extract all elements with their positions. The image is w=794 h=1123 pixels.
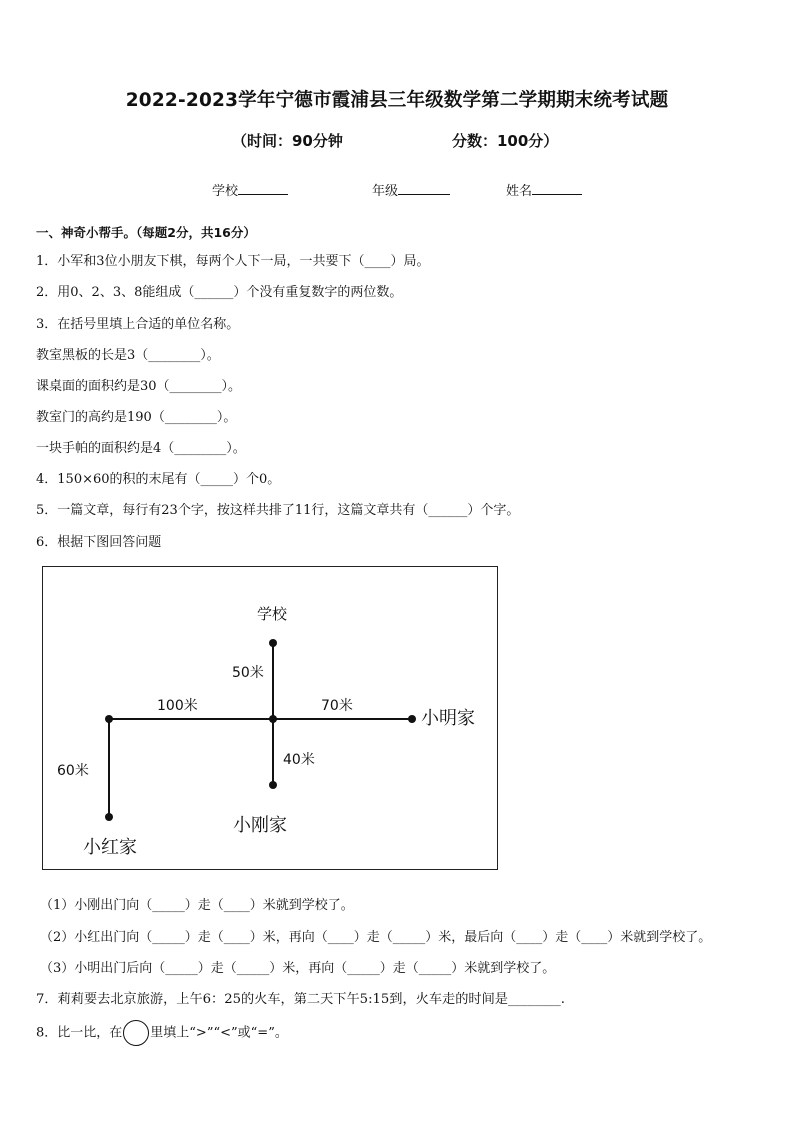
question-3: 3．在括号里填上合适的单位名称。 xyxy=(36,317,240,332)
distance-40-label: 40米 xyxy=(283,752,315,768)
question-5: 5．一篇文章，每行有23个字，按这样共排了11行，这篇文章共有（______）个字。 xyxy=(36,503,520,518)
corner-point xyxy=(105,715,113,723)
compare-circle-icon xyxy=(123,1020,149,1046)
grade-label: 年级 xyxy=(372,184,399,199)
question-3c: 教室门的高约是190（________）。 xyxy=(36,410,237,425)
question-6: 6．根据下图回答问题 xyxy=(36,535,162,550)
xiaohong-home-label: 小红家 xyxy=(83,837,137,858)
question-2: 2．用0、2、3、8能组成（______）个没有重复数字的两位数。 xyxy=(36,285,403,300)
subquestion-2: （2）小红出门向（_____）走（____）米，再向（____）走（_____）米，最后向（____）走（____）米就到学校了。 xyxy=(40,930,712,945)
name-label: 姓名 xyxy=(506,184,533,199)
school-field xyxy=(212,180,288,199)
name-field xyxy=(506,180,582,199)
grade-field xyxy=(372,180,450,199)
grade-blank xyxy=(398,182,450,195)
intersection-point xyxy=(269,715,277,723)
route-diagram xyxy=(42,566,498,870)
distance-60-label: 60米 xyxy=(57,763,89,779)
question-3b: 课桌面的面积约是30（________）。 xyxy=(36,379,242,394)
school-point xyxy=(269,639,277,647)
xiaohong-point xyxy=(105,813,113,821)
section-heading: 一、神奇小帮手。（每题2分，共16分） xyxy=(36,225,256,240)
xiaogang-home-label: 小刚家 xyxy=(233,815,287,836)
question-4: 4．150×60的积的末尾有（_____）个0。 xyxy=(36,472,281,487)
distance-70-label: 70米 xyxy=(321,698,353,714)
subquestion-3: （3）小明出门后向（_____）走（_____）米，再向（_____）走（_____）米就到学校了。 xyxy=(40,961,556,976)
subquestion-1: （1）小刚出门向（_____）走（____）米就到学校了。 xyxy=(40,898,354,913)
distance-50-label: 50米 xyxy=(232,665,264,681)
page-title: 2022-2023学年宁德市霞浦县三年级数学第二学期期末统考试题 xyxy=(125,90,669,111)
xiaoming-home-label: 小明家 xyxy=(421,708,475,729)
xiaogang-point xyxy=(269,781,277,789)
score-label: 分数：100分） xyxy=(452,132,559,150)
question-3a: 教室黑板的长是3（________）。 xyxy=(36,348,220,363)
question-8-suffix: 里填上“>”“<”或“=”。 xyxy=(150,1025,288,1041)
xiaoming-point xyxy=(408,715,416,723)
question-8 xyxy=(36,1020,288,1046)
question-1: 1．小军和3位小朋友下棋，每两个人下一局，一共要下（____）局。 xyxy=(36,254,430,269)
time-label: （时间：90分钟 xyxy=(232,132,343,150)
question-3d: 一块手帕的面积约是4（________）。 xyxy=(36,441,246,456)
route-map-svg xyxy=(43,567,499,871)
distance-100-label: 100米 xyxy=(157,698,198,714)
question-8-prefix: 8．比一比，在 xyxy=(36,1025,123,1041)
name-blank xyxy=(532,182,582,195)
school-text: 学校 xyxy=(257,605,288,623)
school-label: 学校 xyxy=(212,184,239,199)
school-blank xyxy=(238,182,288,195)
question-7: 7．莉莉要去北京旅游，上午6：25的火车，第二天下午5:15到，火车走的时间是________. xyxy=(36,992,565,1007)
